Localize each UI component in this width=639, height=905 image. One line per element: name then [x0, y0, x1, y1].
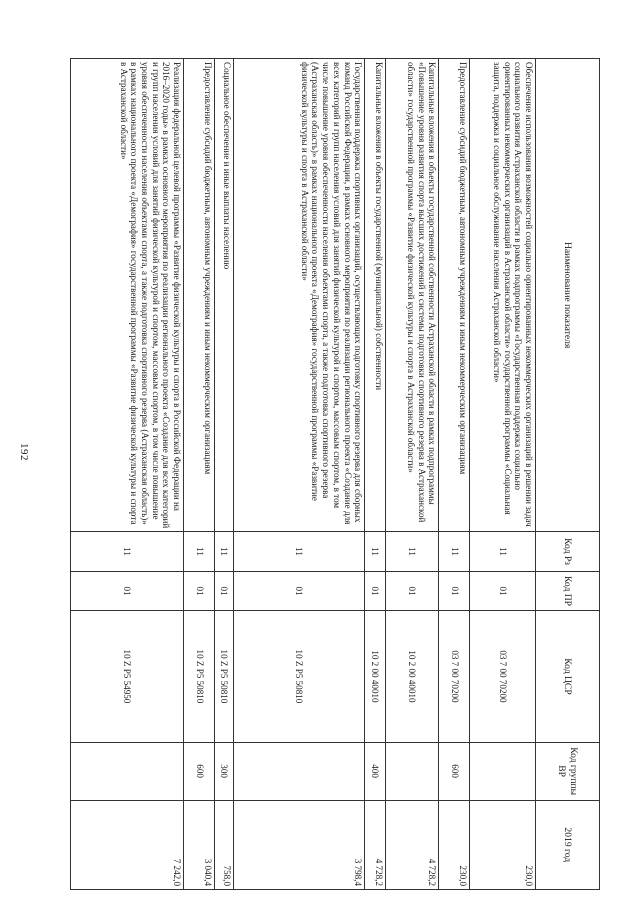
- budget-table: [70, 58, 600, 890]
- row-csr: 10 Z P5 50810: [233, 611, 365, 742]
- page-number: 192: [18, 443, 30, 461]
- row-value: 3 040,4: [184, 800, 215, 889]
- table-row: [71, 59, 184, 890]
- row-pr: 01: [470, 571, 536, 610]
- table-row: [184, 59, 215, 890]
- row-value: 4 728,2: [385, 800, 438, 889]
- row-name: Капитальные вложения в объекты государственной (муниципальной) собственности: [365, 59, 386, 532]
- table-row: [215, 59, 234, 890]
- row-value: 7 242,0: [71, 800, 184, 889]
- header-csr: Код ЦСР: [536, 611, 600, 742]
- table-row: [439, 59, 470, 890]
- row-vr: 400: [365, 742, 386, 800]
- row-csr: 03 7 00 70200: [470, 611, 536, 742]
- row-name: Реализация федеральной целевой программы «Развитие физической культуры и спорта в Российской Федерации на 2016–2020 годы» в рамках основного мероприятия по реализации регионального проекта «Создание для всех категорий и групп населения условий для занятий физической культурой и спортом, массовым спортом, в том числе повышение уровня обеспеченности населения объектами спорта, а также подготовка спортивного резерва (Астраханская область)» в рамках национального проекта «Демография» государственной программы «Развитие физической культуры и спорта в Астраханской области»: [71, 59, 184, 532]
- header-name: Наименование показателя: [536, 59, 600, 532]
- row-name: Предоставление субсидий бюджетным, автономным учреждениям и иным некоммерческим организациям: [439, 59, 470, 532]
- row-csr: 10 2 00 40010: [385, 611, 438, 742]
- row-rz: 11: [470, 532, 536, 571]
- row-value: 758,0: [215, 800, 234, 889]
- table-row: [233, 59, 365, 890]
- row-csr: 03 7 00 70200: [439, 611, 470, 742]
- table-row: [385, 59, 438, 890]
- header-year: 2019 год: [536, 800, 600, 889]
- row-name: Капитальные вложения в объекты государственной собственности Астраханской области в рамках подпрограммы «Повышение уровня развития спорта высших достижений и системы подготовки спортивного резерва в Астраханской области» государственной программы «Развитие физической культуры и спорта в Астраханской области»: [385, 59, 438, 532]
- row-rz: 11: [184, 532, 215, 571]
- row-vr: [71, 742, 184, 800]
- row-csr: 10 Z P5 54950: [71, 611, 184, 742]
- header-rz: Код Рз: [536, 532, 600, 571]
- row-csr: 10 Z P5 50810: [215, 611, 234, 742]
- row-rz: 11: [215, 532, 234, 571]
- row-name: Государственная поддержка спортивных организаций, осуществляющих подготовку спортивного резерва для сборных команд Российской Федерации, в рамках основного мероприятия по реализации регионального проекта «Создание для всех категорий и групп населения условий для занятий физической культурой и спортом, массовым спортом, в том числе повышение уровня обеспеченности населения объектами спорта, а также подготовка спортивного резерва (Астраханская область)» в рамках национального проекта «Демография» государственной программы «Развитие физической культуры и спорта в Астраханской области»: [233, 59, 365, 532]
- row-csr: 10 2 00 40010: [365, 611, 386, 742]
- row-vr: 600: [184, 742, 215, 800]
- table-row: [470, 59, 536, 890]
- row-rz: 11: [71, 532, 184, 571]
- header-pr: Код ПР: [536, 571, 600, 610]
- row-value: 230,0: [470, 800, 536, 889]
- row-pr: 01: [71, 571, 184, 610]
- row-name: Социальное обеспечение и иные выплаты населению: [215, 59, 234, 532]
- row-pr: 01: [365, 571, 386, 610]
- header-vr: Код группы ВР: [536, 742, 600, 800]
- row-value: 4 728,2: [365, 800, 386, 889]
- row-value: 3 798,4: [233, 800, 365, 889]
- row-vr: [233, 742, 365, 800]
- row-pr: 01: [215, 571, 234, 610]
- row-pr: 01: [184, 571, 215, 610]
- row-vr: [385, 742, 438, 800]
- row-rz: 11: [365, 532, 386, 571]
- table-header-row: [536, 59, 600, 890]
- row-rz: 11: [439, 532, 470, 571]
- row-pr: 01: [385, 571, 438, 610]
- row-vr: 600: [439, 742, 470, 800]
- row-pr: 01: [233, 571, 365, 610]
- row-name: Предоставление субсидий бюджетным, автономным учреждениям и иным некоммерческим организациям: [184, 59, 215, 532]
- row-pr: 01: [439, 571, 470, 610]
- table-row: [365, 59, 386, 890]
- row-rz: 11: [385, 532, 438, 571]
- row-vr: [470, 742, 536, 800]
- row-name: Обеспечение использования возможностей социально ориентированных некоммерческих организаций в решении задач социального развития Астраханской области в рамках подпрограммы «Государственная поддержка социально ориентированных некоммерческих организаций в Астраханской области» государственной программы «Социальная защита, поддержка и социальное обслуживание населения Астраханской области»: [470, 59, 536, 532]
- row-csr: 10 Z P5 50810: [184, 611, 215, 742]
- rotated-table-container: [70, 58, 600, 890]
- document-sheet: [70, 58, 600, 890]
- row-value: 230,0: [439, 800, 470, 889]
- row-vr: 300: [215, 742, 234, 800]
- row-rz: 11: [233, 532, 365, 571]
